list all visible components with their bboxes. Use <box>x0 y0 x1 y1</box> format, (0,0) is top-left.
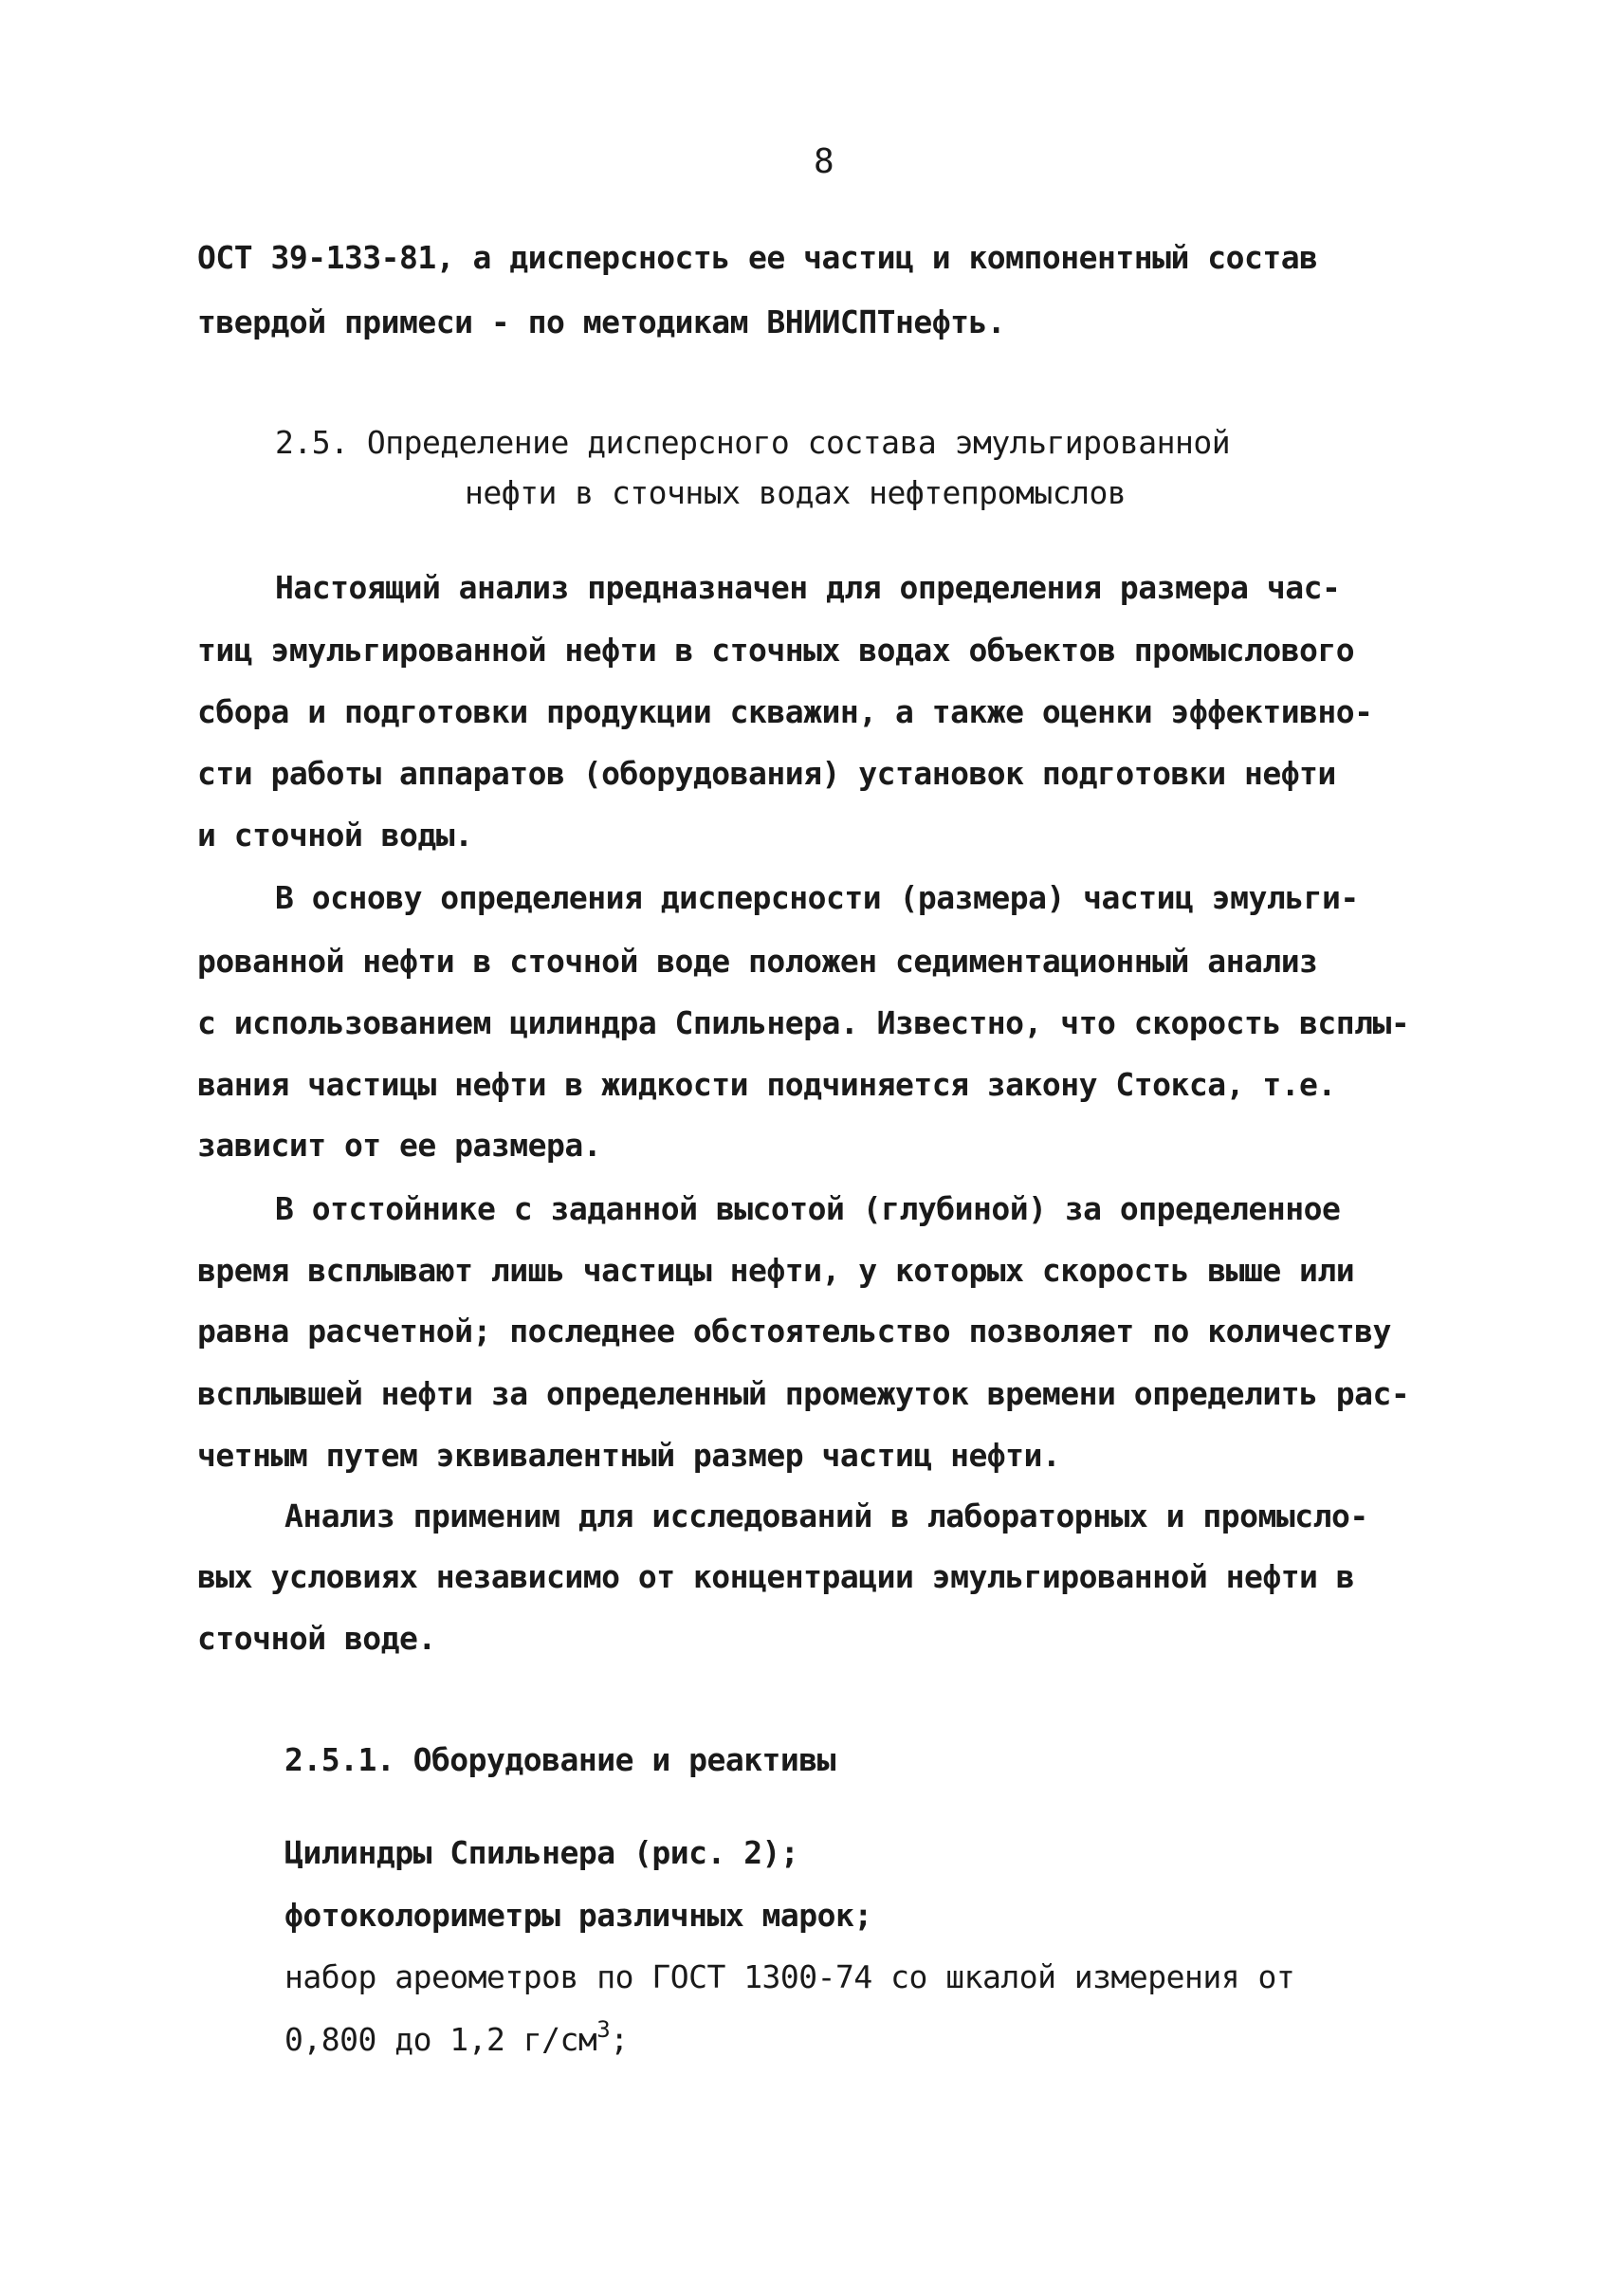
equipment-item-3: набор ареометров по ГОСТ 1300-74 со шкалой измерения от <box>284 1958 1295 1995</box>
para1-line-4: сти работы аппаратов (оборудования) установок подготовки нефти <box>197 755 1336 792</box>
section-heading-line-2: нефти в сточных водах нефтепромыслов <box>465 474 1127 511</box>
para1-line-1: Настоящий анализ предназначен для определения размера час- <box>275 569 1341 606</box>
para1-line-5: и сточной воды. <box>197 817 473 854</box>
equipment-item-1: Цилиндры Спильнера (рис. 2); <box>284 1834 799 1871</box>
equipment-item-3-continuation <box>284 2016 629 2059</box>
density-range-text: 0,800 до 1,2 г/см <box>284 2021 597 2058</box>
intro-line-1: ОСТ 39-133-81, а дисперсность ее частиц и компонентный состав <box>197 239 1318 276</box>
para3-line-4: всплывшей нефти за определенный промежуток времени определить рас- <box>197 1375 1410 1412</box>
para2-line-4: вания частицы нефти в жидкости подчиняется закону Стокса, т.е. <box>197 1066 1336 1103</box>
para1-line-2: тиц эмульгированной нефти в сточных водах объектов промыслового <box>197 632 1355 669</box>
para3-line-1: В отстойнике с заданной высотой (глубиной) за определенное <box>275 1190 1341 1227</box>
page-number: 8 <box>814 142 834 181</box>
para4-line-3: сточной воде. <box>197 1620 436 1657</box>
para2-line-5: зависит от ее размера. <box>197 1127 602 1164</box>
para4-line-2: вых условиях независимо от концентрации эмульгированной нефти в <box>197 1558 1355 1595</box>
intro-line-2: твердой примеси - по методикам ВНИИСПТнефть. <box>197 303 1006 340</box>
subsection-heading: 2.5.1. Оборудование и реактивы <box>284 1741 836 1778</box>
equipment-item-2: фотоколориметры различных марок; <box>284 1897 872 1934</box>
para1-line-3: сбора и подготовки продукции скважин, а также оценки эффективно- <box>197 693 1373 730</box>
para3-line-2: время всплывают лишь частицы нефти, у которых скорость выше или <box>197 1252 1355 1289</box>
para2-line-1: В основу определения дисперсности (размера) частиц эмульги- <box>275 879 1359 916</box>
section-heading-line-1: 2.5. Определение дисперсного состава эмульгированной <box>275 424 1231 461</box>
para2-line-2: рованной нефти в сточной воде положен седиментационный анализ <box>197 943 1318 980</box>
para4-line-1: Анализ применим для исследований в лабораторных и промысло- <box>284 1497 1368 1534</box>
para2-line-3: с использованием цилиндра Спильнера. Известно, что скорость всплы- <box>197 1004 1410 1041</box>
para3-line-3: равна расчетной; последнее обстоятельство позволяет по количеству <box>197 1313 1391 1350</box>
cubic-superscript: 3 <box>596 2016 611 2043</box>
density-range-suffix: ; <box>610 2021 629 2058</box>
para3-line-5: четным путем эквивалентный размер частиц нефти. <box>197 1437 1061 1474</box>
